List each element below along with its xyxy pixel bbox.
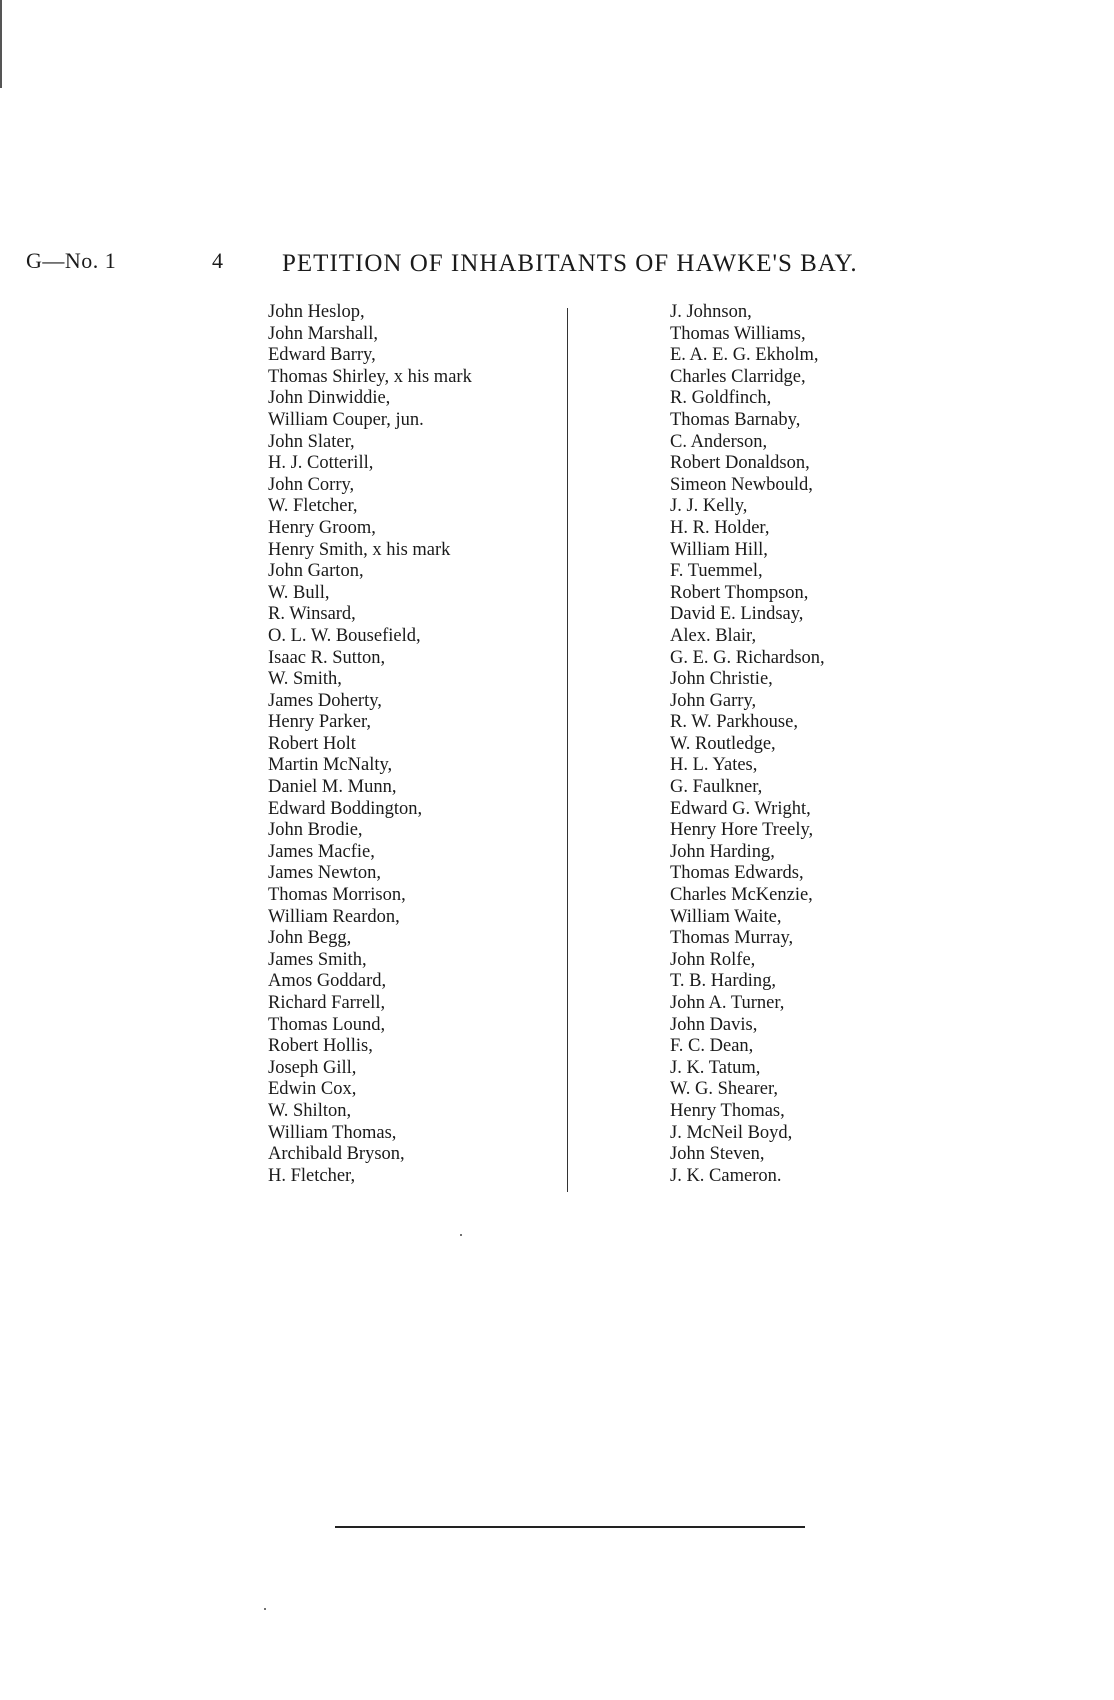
signatory-name: Thomas Williams,	[670, 323, 806, 344]
signatory-name: Henry Thomas,	[670, 1100, 785, 1121]
signatory-name: John Marshall,	[268, 323, 378, 344]
closing-rule	[335, 1526, 805, 1528]
signatory-name: Thomas Edwards,	[670, 863, 804, 884]
signatory-name: W. Fletcher,	[268, 496, 358, 517]
signatory-name: William Couper, jun.	[268, 409, 424, 430]
signatory-name: F. C. Dean,	[670, 1036, 754, 1057]
signatory-name: Charles Clarridge,	[670, 366, 806, 387]
signatory-name: Robert Thompson,	[670, 582, 809, 603]
signatory-name: J. J. Kelly,	[670, 496, 748, 517]
signatory-name: John A. Turner,	[670, 993, 785, 1013]
signatory-name: Edward Barry,	[268, 345, 376, 366]
signatory-name: Richard Farrell,	[268, 993, 386, 1013]
signatory-name: Edwin Cox,	[268, 1079, 357, 1100]
signatory-name: James Newton,	[268, 863, 382, 884]
signatory-name: R. W. Parkhouse,	[670, 712, 798, 733]
signatory-name: Thomas Murray,	[670, 928, 794, 949]
signatory-name: J. K. Tatum,	[670, 1057, 761, 1078]
signatory-name: W. Smith,	[268, 669, 342, 690]
signatory-name: Edward Boddington,	[268, 798, 423, 819]
signatory-name: C. Anderson,	[670, 431, 768, 452]
signatory-name: Thomas Morrison,	[268, 885, 406, 906]
signatory-name: Henry Hore Treely,	[670, 820, 814, 841]
column-divider	[567, 308, 568, 1192]
page-title: PETITION OF INHABITANTS OF HAWKE'S BAY.	[282, 250, 858, 277]
page-number: 4	[212, 248, 223, 273]
signatory-name: John Corry,	[268, 474, 355, 495]
scan-speck	[460, 1234, 462, 1236]
signatory-name: R. Goldfinch,	[670, 388, 772, 409]
signatory-name: W. G. Shearer,	[670, 1079, 779, 1100]
signatory-name: Thomas Barnaby,	[670, 409, 801, 430]
signatory-name: Martin McNalty,	[268, 755, 393, 776]
signatory-name: John Rolfe,	[670, 949, 756, 970]
signatory-name: R. Winsard,	[268, 604, 356, 625]
signatory-name: Henry Smith, x his mark	[268, 539, 451, 560]
signatory-name: E. A. E. G. Ekholm,	[670, 345, 819, 366]
signatory-name: John Harding,	[670, 841, 775, 862]
signatory-list-left	[268, 302, 472, 1187]
signatory-name: John Dinwiddie,	[268, 388, 391, 409]
document-reference: G—No. 1	[26, 248, 117, 273]
signatory-name: F. Tuemmel,	[670, 561, 763, 582]
signatory-name: John Slater,	[268, 431, 355, 452]
signatory-name: Robert Hollis,	[268, 1036, 373, 1057]
signatory-name: William Hill,	[670, 539, 768, 560]
signatory-name: Amos Goddard,	[268, 971, 387, 992]
signatory-name: W. Shilton,	[268, 1100, 352, 1121]
signatory-name: James Smith,	[268, 949, 367, 970]
signatory-name: G. E. G. Richardson,	[670, 647, 825, 668]
signatory-name: David E. Lindsay,	[670, 604, 804, 625]
signatory-name: J. Johnson,	[670, 302, 752, 322]
signatory-name: Joseph Gill,	[268, 1057, 357, 1078]
signatory-name: G. Faulkner,	[670, 777, 763, 798]
scan-speck	[264, 1608, 266, 1610]
signatory-name: Daniel M. Munn,	[268, 777, 397, 798]
signatory-name: Robert Donaldson,	[670, 453, 810, 474]
signatory-name: Edward G. Wright,	[670, 798, 811, 819]
signatory-list-right	[670, 302, 825, 1187]
signatory-name: H. J. Cotterill,	[268, 453, 374, 474]
signatory-name: John Steven,	[670, 1144, 765, 1165]
signatory-name: John Davis,	[670, 1014, 758, 1035]
signatory-name: Charles McKenzie,	[670, 885, 813, 906]
signatory-name: H. L. Yates,	[670, 755, 758, 776]
signatory-name: Thomas Lound,	[268, 1014, 386, 1035]
signatory-name: Henry Groom,	[268, 517, 376, 538]
signatory-name: William Waite,	[670, 906, 782, 927]
signatory-name: John Garton,	[268, 561, 364, 582]
signatory-name: James Macfie,	[268, 841, 375, 862]
signatory-name: Robert Holt	[268, 733, 356, 754]
signatory-name: O. L. W. Bousefield,	[268, 625, 421, 646]
signatory-name: John Garry,	[670, 690, 757, 711]
signatory-name: John Heslop,	[268, 302, 365, 322]
signatory-name: J. McNeil Boyd,	[670, 1122, 793, 1143]
signatory-name: T. B. Harding,	[670, 971, 777, 992]
signatory-name: H. Fletcher,	[268, 1165, 356, 1186]
signatory-name: Archibald Bryson,	[268, 1144, 405, 1165]
signatory-name: John Christie,	[670, 669, 773, 690]
signatory-name: John Brodie,	[268, 820, 363, 841]
signatory-name: Thomas Shirley, x his mark	[268, 366, 472, 387]
signatory-name: William Thomas,	[268, 1122, 397, 1143]
signatory-name: Alex. Blair,	[670, 625, 757, 646]
signatory-name: John Begg,	[268, 928, 352, 949]
signatory-name: James Doherty,	[268, 690, 382, 711]
scan-edge-mark	[0, 0, 2, 88]
signatory-name: Simeon Newbould,	[670, 474, 813, 495]
signatory-name: J. K. Cameron.	[670, 1165, 782, 1186]
signatory-name: W. Bull,	[268, 582, 330, 603]
signatory-name: Isaac R. Sutton,	[268, 647, 386, 668]
signatory-name: Henry Parker,	[268, 712, 372, 733]
signatory-name: W. Routledge,	[670, 733, 776, 754]
signatory-name: William Reardon,	[268, 906, 400, 927]
signatory-name: H. R. Holder,	[670, 517, 770, 538]
